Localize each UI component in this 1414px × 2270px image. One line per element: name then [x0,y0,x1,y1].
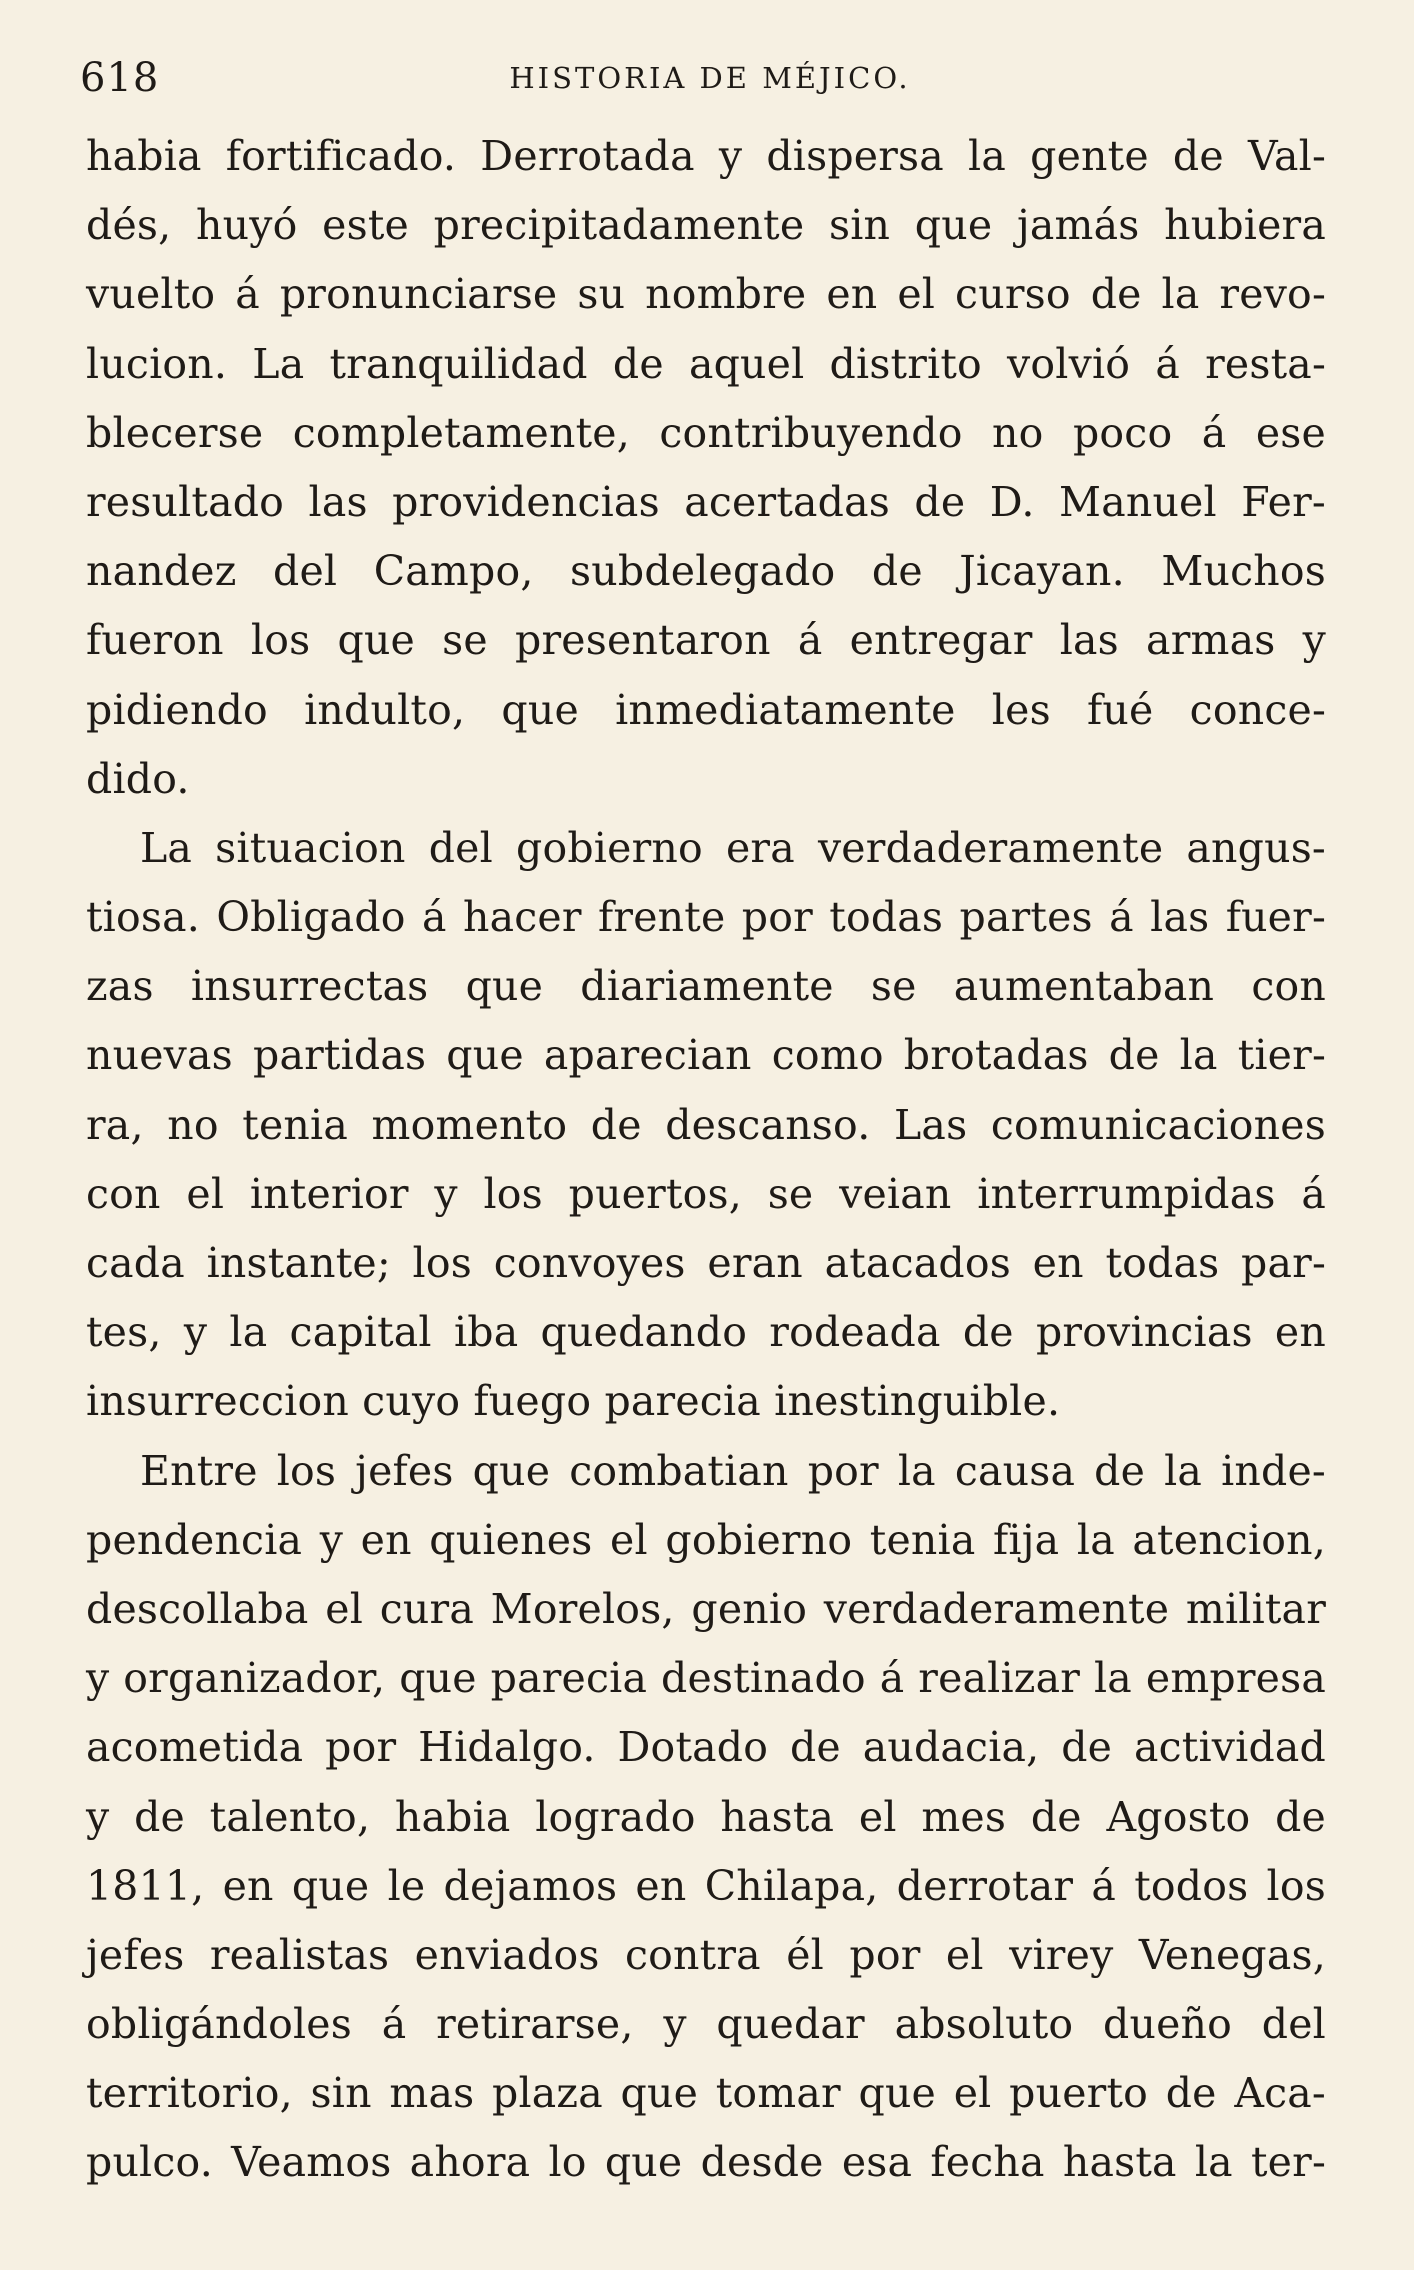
text-line: La situacion del gobierno era verdaderamente angus- [140,823,1326,872]
text-line: descollaba el cura Morelos, genio verdaderamente militar [86,1584,1326,1633]
paragraph [86,1437,1326,2198]
text-line: con el interior y los puertos, se veian interrumpidas á [86,1169,1326,1218]
text-line: resultado las providencias acertadas de D. Manuel Fer- [86,477,1326,526]
text-line: pulco. Veamos ahora lo que desde esa fecha hasta la ter- [86,2138,1326,2187]
text-line: 1811, en que le dejamos en Chilapa, derrotar á todos los [86,1861,1326,1910]
text-line: dés, huyó este precipitadamente sin que jamás hubiera [86,201,1326,250]
text-line: y de talento, habia logrado hasta el mes de Agosto de [86,1792,1326,1841]
text-line: ra, no tenia momento de descanso. Las comunicaciones [86,1100,1326,1149]
text-line: insurreccion cuyo fuego parecia inestinguible. [86,1377,1061,1426]
text-line: vuelto á pronunciarse su nombre en el curso de la revo- [86,270,1326,319]
paragraph [86,814,1326,1437]
page-number: 618 [80,55,160,101]
text-line: obligándoles á retirarse, y quedar absoluto dueño del [86,2000,1326,2049]
text-line: jefes realistas enviados contra él por el virey Venegas, [86,1930,1326,1979]
text-line: lucion. La tranquilidad de aquel distrito volvió á resta- [86,339,1326,388]
text-line: pendencia y en quienes el gobierno tenia fija la atencion, [86,1515,1326,1564]
text-line: tes, y la capital iba quedando rodeada de provincias en [86,1308,1326,1357]
running-title: HISTORIA DE MÉJICO. [509,61,911,95]
paragraph [86,122,1326,814]
text-line: Entre los jefes que combatian por la causa de la inde- [140,1446,1326,1495]
body-text [86,122,1326,2198]
text-line: blecerse completamente, contribuyendo no poco á ese [86,408,1326,457]
text-line: y organizador, que parecia destinado á realizar la empresa [86,1654,1326,1703]
text-line: habia fortificado. Derrotada y dispersa la gente de Val- [86,132,1326,180]
text-line: acometida por Hidalgo. Dotado de audacia, de actividad [86,1723,1326,1772]
text-line: nuevas partidas que aparecian como brotadas de la tier- [86,1031,1326,1080]
text-line: zas insurrectas que diariamente se aumentaban con [86,962,1326,1011]
text-line: fueron los que se presentaron á entregar las armas y [86,616,1326,665]
text-line: tiosa. Obligado á hacer frente por todas partes á las fuer- [86,893,1326,942]
text-line: cada instante; los convoyes eran atacados en todas par- [86,1239,1326,1287]
text-line: pidiendo indulto, que inmediatamente les fué conce- [86,685,1326,734]
text-line: dido. [86,754,190,803]
page-header [80,48,1340,108]
text-line: nandez del Campo, subdelegado de Jicayan. Muchos [86,547,1326,596]
text-line: territorio, sin mas plaza que tomar que el puerto de Aca- [86,2069,1326,2118]
